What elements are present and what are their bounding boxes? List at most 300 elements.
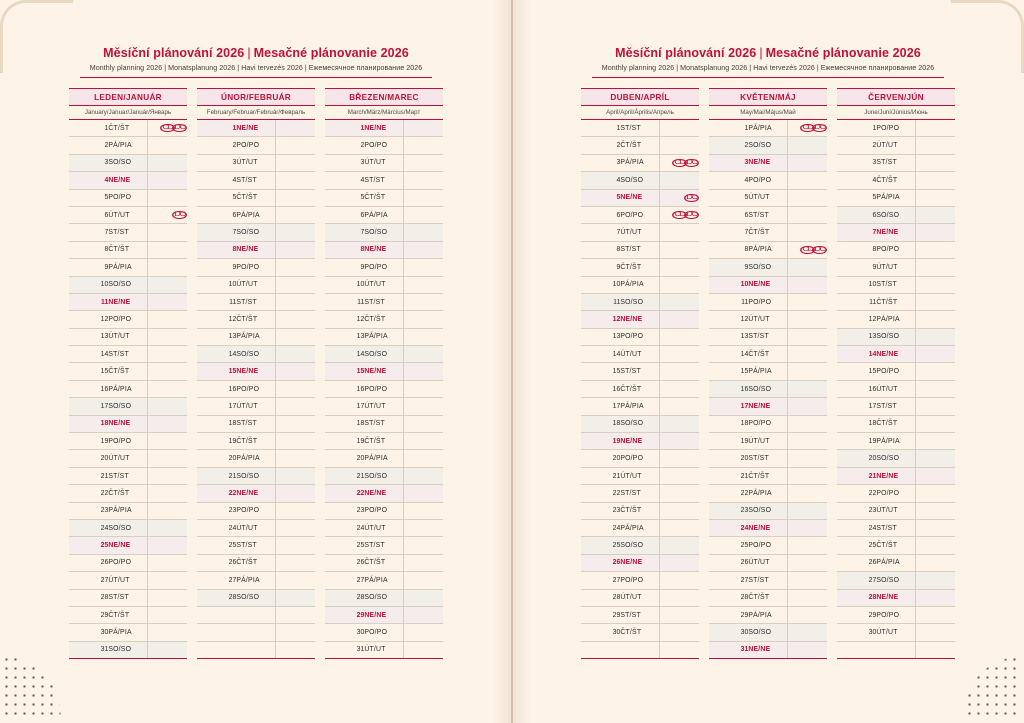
- day-note-field[interactable]: [148, 537, 187, 554]
- day-row[interactable]: [197, 537, 315, 554]
- day-note-field[interactable]: [404, 259, 443, 276]
- day-note-field[interactable]: [404, 363, 443, 380]
- day-note-field[interactable]: [660, 172, 699, 189]
- day-row[interactable]: [197, 450, 315, 467]
- day-note-field[interactable]: [916, 293, 955, 310]
- day-row[interactable]: [325, 485, 443, 502]
- day-row[interactable]: [709, 189, 827, 206]
- day-row[interactable]: [69, 276, 187, 293]
- day-row[interactable]: [709, 554, 827, 571]
- day-note-field[interactable]: [916, 433, 955, 450]
- day-note-field[interactable]: [148, 241, 187, 258]
- day-row[interactable]: [69, 502, 187, 519]
- day-note-field[interactable]: [660, 154, 699, 171]
- day-note-field[interactable]: [788, 519, 827, 536]
- day-note-field[interactable]: [404, 380, 443, 397]
- day-row[interactable]: [837, 137, 955, 154]
- day-note-field[interactable]: [148, 328, 187, 345]
- day-row[interactable]: [837, 241, 955, 258]
- day-note-field[interactable]: [916, 311, 955, 328]
- day-row[interactable]: [197, 206, 315, 223]
- day-row[interactable]: [709, 485, 827, 502]
- day-row[interactable]: [837, 154, 955, 171]
- day-note-field[interactable]: [788, 154, 827, 171]
- day-note-field[interactable]: [404, 154, 443, 171]
- day-note-field[interactable]: [788, 572, 827, 589]
- day-row[interactable]: [197, 433, 315, 450]
- day-note-field[interactable]: [148, 363, 187, 380]
- day-note-field[interactable]: [404, 554, 443, 571]
- day-row[interactable]: [69, 467, 187, 484]
- day-note-field[interactable]: [404, 606, 443, 623]
- day-note-field[interactable]: [404, 120, 443, 137]
- day-row[interactable]: [581, 346, 699, 363]
- day-note-field[interactable]: [276, 241, 315, 258]
- day-row[interactable]: [325, 537, 443, 554]
- day-note-field[interactable]: [660, 537, 699, 554]
- day-note-field[interactable]: [660, 189, 699, 206]
- day-row[interactable]: [197, 311, 315, 328]
- day-note-field[interactable]: [404, 502, 443, 519]
- day-row[interactable]: [325, 398, 443, 415]
- day-row[interactable]: [581, 363, 699, 380]
- day-row[interactable]: [581, 606, 699, 623]
- day-row[interactable]: [197, 346, 315, 363]
- day-note-field[interactable]: [660, 346, 699, 363]
- day-row[interactable]: [709, 380, 827, 397]
- day-note-field[interactable]: [276, 311, 315, 328]
- day-note-field[interactable]: [276, 293, 315, 310]
- day-note-field[interactable]: [660, 120, 699, 137]
- day-note-field[interactable]: [660, 259, 699, 276]
- day-note-field[interactable]: [148, 398, 187, 415]
- day-note-field[interactable]: [276, 380, 315, 397]
- day-row[interactable]: [837, 172, 955, 189]
- day-row[interactable]: [581, 572, 699, 589]
- day-note-field[interactable]: [276, 589, 315, 606]
- day-note-field[interactable]: [404, 433, 443, 450]
- day-row[interactable]: [837, 467, 955, 484]
- day-note-field[interactable]: [276, 276, 315, 293]
- day-note-field[interactable]: [148, 606, 187, 623]
- day-note-field[interactable]: [788, 415, 827, 432]
- day-row[interactable]: [837, 624, 955, 641]
- day-row[interactable]: [197, 189, 315, 206]
- day-row[interactable]: [581, 537, 699, 554]
- day-note-field[interactable]: [916, 467, 955, 484]
- day-note-field[interactable]: [404, 485, 443, 502]
- day-note-field[interactable]: [916, 606, 955, 623]
- day-note-field[interactable]: [404, 346, 443, 363]
- day-note-field[interactable]: [148, 259, 187, 276]
- day-row[interactable]: [709, 433, 827, 450]
- day-row[interactable]: [197, 363, 315, 380]
- day-note-field[interactable]: [660, 241, 699, 258]
- day-row[interactable]: [837, 415, 955, 432]
- day-note-field[interactable]: [276, 206, 315, 223]
- day-note-field[interactable]: [788, 224, 827, 241]
- day-note-field[interactable]: [788, 589, 827, 606]
- day-row[interactable]: [581, 433, 699, 450]
- day-note-field[interactable]: [276, 502, 315, 519]
- day-note-field[interactable]: [916, 224, 955, 241]
- day-note-field[interactable]: [916, 398, 955, 415]
- day-note-field[interactable]: [660, 293, 699, 310]
- day-note-field[interactable]: [148, 189, 187, 206]
- day-row[interactable]: [709, 450, 827, 467]
- day-note-field[interactable]: [148, 172, 187, 189]
- day-note-field[interactable]: [404, 467, 443, 484]
- day-row[interactable]: [837, 224, 955, 241]
- day-note-field[interactable]: [660, 137, 699, 154]
- day-row[interactable]: [69, 189, 187, 206]
- day-note-field[interactable]: [788, 276, 827, 293]
- day-note-field[interactable]: [276, 398, 315, 415]
- day-row[interactable]: [581, 189, 699, 206]
- day-note-field[interactable]: [916, 537, 955, 554]
- day-note-field[interactable]: [276, 120, 315, 137]
- day-note-field[interactable]: [660, 363, 699, 380]
- day-row[interactable]: [69, 311, 187, 328]
- day-note-field[interactable]: [660, 276, 699, 293]
- day-note-field[interactable]: [916, 554, 955, 571]
- day-row[interactable]: [709, 206, 827, 223]
- day-note-field[interactable]: [788, 311, 827, 328]
- day-note-field[interactable]: [148, 485, 187, 502]
- day-row[interactable]: [69, 537, 187, 554]
- day-row[interactable]: [325, 224, 443, 241]
- day-note-field[interactable]: [276, 433, 315, 450]
- day-note-field[interactable]: [276, 137, 315, 154]
- day-row[interactable]: [325, 346, 443, 363]
- day-note-field[interactable]: [148, 346, 187, 363]
- day-row[interactable]: [325, 519, 443, 536]
- day-row[interactable]: [709, 259, 827, 276]
- day-row[interactable]: [325, 415, 443, 432]
- day-row[interactable]: [581, 241, 699, 258]
- day-row[interactable]: [197, 572, 315, 589]
- day-note-field[interactable]: [404, 276, 443, 293]
- day-note-field[interactable]: [660, 606, 699, 623]
- day-row[interactable]: [581, 554, 699, 571]
- day-row[interactable]: [69, 554, 187, 571]
- day-note-field[interactable]: [916, 624, 955, 641]
- day-row[interactable]: [197, 328, 315, 345]
- day-note-field[interactable]: [276, 537, 315, 554]
- day-note-field[interactable]: [788, 502, 827, 519]
- day-note-field[interactable]: [276, 467, 315, 484]
- day-row[interactable]: [197, 137, 315, 154]
- day-row[interactable]: [709, 502, 827, 519]
- day-row[interactable]: [325, 641, 443, 658]
- day-note-field[interactable]: [148, 137, 187, 154]
- day-row[interactable]: [837, 433, 955, 450]
- day-row[interactable]: [69, 519, 187, 536]
- day-note-field[interactable]: [276, 363, 315, 380]
- day-note-field[interactable]: [916, 241, 955, 258]
- day-row[interactable]: [581, 589, 699, 606]
- day-row[interactable]: [197, 415, 315, 432]
- day-row[interactable]: [197, 241, 315, 258]
- day-row[interactable]: [69, 606, 187, 623]
- day-note-field[interactable]: [916, 172, 955, 189]
- day-row[interactable]: [325, 293, 443, 310]
- day-note-field[interactable]: [404, 311, 443, 328]
- day-row[interactable]: [69, 641, 187, 658]
- day-note-field[interactable]: [788, 398, 827, 415]
- day-row[interactable]: [581, 502, 699, 519]
- day-note-field[interactable]: [660, 206, 699, 223]
- day-row[interactable]: [581, 398, 699, 415]
- day-note-field[interactable]: [788, 450, 827, 467]
- day-note-field[interactable]: [788, 172, 827, 189]
- day-row[interactable]: [325, 241, 443, 258]
- day-row[interactable]: [69, 224, 187, 241]
- day-note-field[interactable]: [916, 206, 955, 223]
- day-row[interactable]: [709, 572, 827, 589]
- day-row[interactable]: [581, 467, 699, 484]
- day-row[interactable]: [837, 346, 955, 363]
- day-row[interactable]: [325, 328, 443, 345]
- day-note-field[interactable]: [148, 154, 187, 171]
- day-row[interactable]: [581, 276, 699, 293]
- day-note-field[interactable]: [660, 624, 699, 641]
- day-note-field[interactable]: [788, 293, 827, 310]
- day-note-field[interactable]: [404, 328, 443, 345]
- day-note-field[interactable]: [916, 415, 955, 432]
- day-row[interactable]: [837, 380, 955, 397]
- day-note-field[interactable]: [404, 450, 443, 467]
- day-row[interactable]: [837, 450, 955, 467]
- day-note-field[interactable]: [788, 328, 827, 345]
- day-row[interactable]: [197, 467, 315, 484]
- day-row[interactable]: [709, 398, 827, 415]
- day-note-field[interactable]: [148, 433, 187, 450]
- day-note-field[interactable]: [276, 346, 315, 363]
- day-note-field[interactable]: [916, 502, 955, 519]
- day-row[interactable]: [837, 206, 955, 223]
- day-row[interactable]: [837, 502, 955, 519]
- day-note-field[interactable]: [916, 137, 955, 154]
- day-row[interactable]: [69, 415, 187, 432]
- day-note-field[interactable]: [660, 328, 699, 345]
- day-row[interactable]: [197, 554, 315, 571]
- day-note-field[interactable]: [148, 467, 187, 484]
- day-row[interactable]: [709, 537, 827, 554]
- day-note-field[interactable]: [916, 363, 955, 380]
- day-row[interactable]: [69, 624, 187, 641]
- day-note-field[interactable]: [660, 398, 699, 415]
- day-note-field[interactable]: [404, 241, 443, 258]
- day-note-field[interactable]: [788, 120, 827, 137]
- day-note-field[interactable]: [788, 363, 827, 380]
- day-row[interactable]: [197, 485, 315, 502]
- day-row[interactable]: [325, 276, 443, 293]
- day-row[interactable]: [837, 259, 955, 276]
- day-note-field[interactable]: [148, 502, 187, 519]
- day-row[interactable]: [325, 311, 443, 328]
- day-note-field[interactable]: [916, 380, 955, 397]
- day-row[interactable]: [709, 606, 827, 623]
- day-note-field[interactable]: [276, 450, 315, 467]
- day-note-field[interactable]: [404, 137, 443, 154]
- day-note-field[interactable]: [148, 293, 187, 310]
- day-row[interactable]: [197, 398, 315, 415]
- day-row[interactable]: [581, 224, 699, 241]
- day-row[interactable]: [581, 120, 699, 137]
- day-note-field[interactable]: [660, 224, 699, 241]
- day-note-field[interactable]: [788, 641, 827, 658]
- day-row[interactable]: [69, 241, 187, 258]
- day-row[interactable]: [69, 172, 187, 189]
- day-row[interactable]: [709, 346, 827, 363]
- day-note-field[interactable]: [788, 241, 827, 258]
- day-row[interactable]: [197, 224, 315, 241]
- day-note-field[interactable]: [660, 415, 699, 432]
- day-note-field[interactable]: [788, 206, 827, 223]
- day-row[interactable]: [197, 259, 315, 276]
- day-row[interactable]: [197, 380, 315, 397]
- day-note-field[interactable]: [788, 380, 827, 397]
- day-row[interactable]: [325, 189, 443, 206]
- day-note-field[interactable]: [916, 154, 955, 171]
- day-row[interactable]: [325, 120, 443, 137]
- day-row[interactable]: [581, 450, 699, 467]
- day-note-field[interactable]: [916, 589, 955, 606]
- day-note-field[interactable]: [660, 450, 699, 467]
- day-note-field[interactable]: [276, 224, 315, 241]
- day-row[interactable]: [709, 293, 827, 310]
- day-row[interactable]: [69, 572, 187, 589]
- day-note-field[interactable]: [788, 606, 827, 623]
- day-row[interactable]: [709, 137, 827, 154]
- day-note-field[interactable]: [276, 572, 315, 589]
- day-note-field[interactable]: [276, 485, 315, 502]
- day-note-field[interactable]: [660, 380, 699, 397]
- day-row[interactable]: [581, 328, 699, 345]
- day-row[interactable]: [325, 363, 443, 380]
- day-row[interactable]: [69, 450, 187, 467]
- day-note-field[interactable]: [404, 624, 443, 641]
- day-note-field[interactable]: [148, 224, 187, 241]
- day-note-field[interactable]: [660, 589, 699, 606]
- day-note-field[interactable]: [148, 311, 187, 328]
- day-row[interactable]: [325, 502, 443, 519]
- day-note-field[interactable]: [916, 328, 955, 345]
- day-row[interactable]: [581, 172, 699, 189]
- day-note-field[interactable]: [788, 189, 827, 206]
- day-note-field[interactable]: [788, 467, 827, 484]
- day-note-field[interactable]: [788, 259, 827, 276]
- day-row[interactable]: [581, 415, 699, 432]
- day-row[interactable]: [69, 206, 187, 223]
- day-row[interactable]: [837, 519, 955, 536]
- day-note-field[interactable]: [404, 641, 443, 658]
- day-note-field[interactable]: [276, 415, 315, 432]
- day-note-field[interactable]: [788, 137, 827, 154]
- day-row[interactable]: [837, 328, 955, 345]
- day-note-field[interactable]: [276, 259, 315, 276]
- day-row[interactable]: [325, 172, 443, 189]
- day-note-field[interactable]: [916, 276, 955, 293]
- day-row[interactable]: [837, 311, 955, 328]
- day-row[interactable]: [69, 398, 187, 415]
- day-note-field[interactable]: [788, 624, 827, 641]
- day-row[interactable]: [197, 293, 315, 310]
- day-note-field[interactable]: [916, 346, 955, 363]
- day-note-field[interactable]: [660, 311, 699, 328]
- day-row[interactable]: [709, 172, 827, 189]
- day-note-field[interactable]: [404, 224, 443, 241]
- day-row[interactable]: [709, 624, 827, 641]
- day-note-field[interactable]: [788, 485, 827, 502]
- day-note-field[interactable]: [148, 450, 187, 467]
- day-note-field[interactable]: [148, 554, 187, 571]
- day-row[interactable]: [69, 259, 187, 276]
- day-row[interactable]: [197, 154, 315, 171]
- day-note-field[interactable]: [148, 380, 187, 397]
- day-note-field[interactable]: [660, 502, 699, 519]
- day-row[interactable]: [325, 154, 443, 171]
- day-row[interactable]: [69, 120, 187, 137]
- day-row[interactable]: [837, 398, 955, 415]
- day-note-field[interactable]: [276, 328, 315, 345]
- day-note-field[interactable]: [404, 589, 443, 606]
- day-row[interactable]: [197, 519, 315, 536]
- day-row[interactable]: [837, 189, 955, 206]
- day-note-field[interactable]: [276, 172, 315, 189]
- day-row[interactable]: [581, 154, 699, 171]
- day-row[interactable]: [69, 363, 187, 380]
- day-note-field[interactable]: [276, 554, 315, 571]
- day-note-field[interactable]: [148, 206, 187, 223]
- day-row[interactable]: [325, 554, 443, 571]
- day-note-field[interactable]: [916, 120, 955, 137]
- day-note-field[interactable]: [148, 276, 187, 293]
- day-row[interactable]: [581, 293, 699, 310]
- day-note-field[interactable]: [404, 172, 443, 189]
- day-row[interactable]: [197, 276, 315, 293]
- day-note-field[interactable]: [148, 120, 187, 137]
- day-note-field[interactable]: [916, 572, 955, 589]
- day-note-field[interactable]: [276, 189, 315, 206]
- day-row[interactable]: [709, 241, 827, 258]
- day-row[interactable]: [69, 380, 187, 397]
- day-row[interactable]: [837, 589, 955, 606]
- day-note-field[interactable]: [916, 450, 955, 467]
- day-row[interactable]: [837, 554, 955, 571]
- day-row[interactable]: [837, 537, 955, 554]
- day-note-field[interactable]: [148, 519, 187, 536]
- day-row[interactable]: [709, 589, 827, 606]
- day-row[interactable]: [709, 519, 827, 536]
- day-row[interactable]: [325, 589, 443, 606]
- day-row[interactable]: [325, 450, 443, 467]
- day-row[interactable]: [197, 120, 315, 137]
- day-row[interactable]: [709, 641, 827, 658]
- day-note-field[interactable]: [916, 485, 955, 502]
- day-row[interactable]: [709, 311, 827, 328]
- day-note-field[interactable]: [916, 189, 955, 206]
- day-row[interactable]: [581, 311, 699, 328]
- day-row[interactable]: [837, 120, 955, 137]
- day-row[interactable]: [69, 485, 187, 502]
- day-row[interactable]: [325, 572, 443, 589]
- day-note-field[interactable]: [404, 519, 443, 536]
- day-row[interactable]: [581, 206, 699, 223]
- day-row[interactable]: [197, 502, 315, 519]
- day-row[interactable]: [325, 624, 443, 641]
